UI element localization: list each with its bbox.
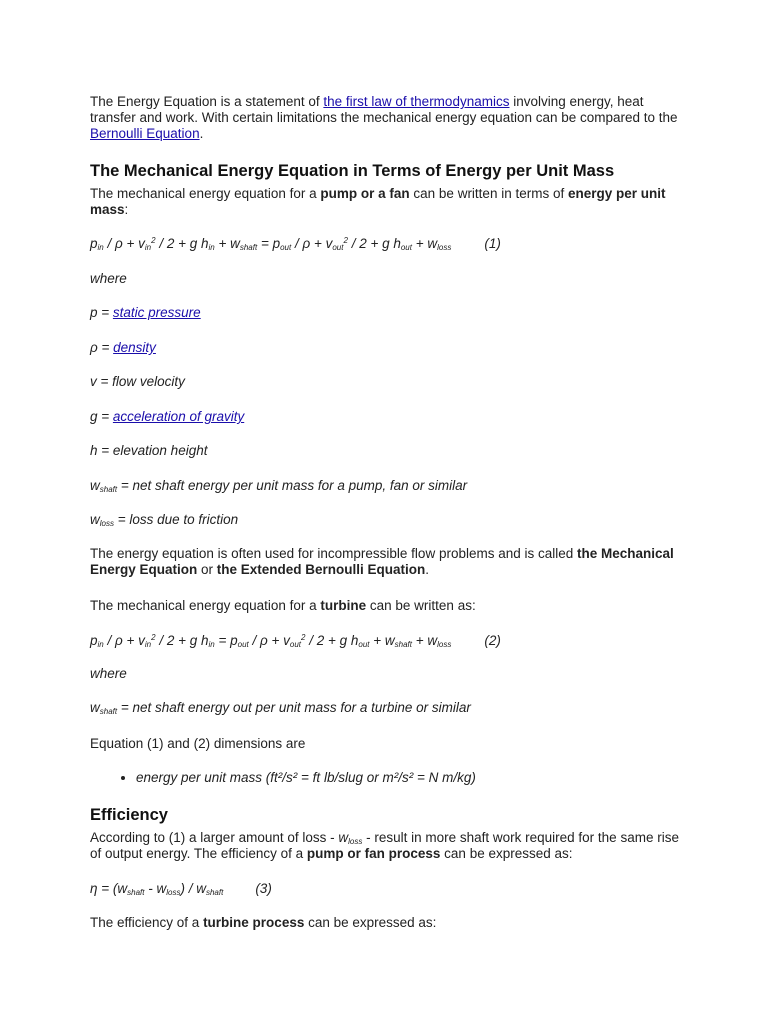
eq-term: + w bbox=[369, 633, 395, 648]
eq-term: / ρ + v bbox=[248, 633, 290, 648]
intro-text: The Energy Equation is a statement of bbox=[90, 94, 324, 109]
eq-sub: in bbox=[144, 640, 152, 649]
eq-sub: shaft bbox=[394, 640, 412, 649]
eq-term: + w bbox=[411, 236, 438, 251]
eq-sub: out bbox=[237, 640, 249, 649]
text: can be written as: bbox=[366, 598, 476, 613]
static-pressure-link[interactable]: static pressure bbox=[112, 305, 201, 320]
text: can be written in terms of bbox=[409, 186, 568, 201]
text: . bbox=[425, 562, 430, 577]
mechanical-energy-intro bbox=[90, 186, 680, 218]
def-text: = net shaft energy out per unit mass for a turbine or similar bbox=[117, 700, 471, 715]
list-item: • energy per unit mass (ft²/s² = ft lb/slug or m²/s² = N m/kg) bbox=[136, 770, 696, 786]
eq-sub: loss bbox=[437, 640, 452, 649]
def-symbol: w bbox=[90, 478, 100, 493]
section-heading-efficiency: Efficiency bbox=[90, 806, 168, 824]
eq-sub: in bbox=[208, 640, 215, 649]
eq-sub: loss bbox=[166, 888, 181, 897]
eq-term: / ρ + v bbox=[103, 633, 145, 648]
eq-sub: out bbox=[280, 243, 292, 252]
eq-sub: out bbox=[332, 243, 344, 252]
section-heading-mechanical-energy: The Mechanical Energy Equation in Terms of Energy per Unit Mass bbox=[90, 162, 615, 180]
bernoulli-equation-link[interactable]: Bernoulli Equation bbox=[90, 126, 200, 141]
text: The mechanical energy equation for a bbox=[90, 598, 321, 613]
text: can be expressed as: bbox=[440, 846, 573, 861]
def-height: h = elevation height bbox=[90, 443, 208, 458]
bold-text: turbine bbox=[320, 598, 367, 613]
equation-number: (1) bbox=[484, 236, 501, 251]
equation-number: (3) bbox=[255, 881, 272, 896]
efficiency-paragraph bbox=[90, 830, 680, 862]
eq-sub: shaft bbox=[205, 888, 224, 897]
text: or bbox=[197, 562, 217, 577]
eq-sub: out bbox=[400, 243, 412, 252]
eq-sub: out bbox=[289, 640, 301, 649]
eq-term: / 2 + g h bbox=[155, 236, 209, 251]
bold-text: the Extended Bernoulli Equation bbox=[216, 562, 426, 577]
where-label-2: where bbox=[90, 666, 127, 681]
def-symbol: g = bbox=[90, 409, 113, 424]
eq-sub: out bbox=[358, 640, 370, 649]
bold-text: energy per unit mass bbox=[90, 186, 666, 217]
first-law-link[interactable]: the first law of thermodynamics bbox=[323, 94, 510, 109]
where-label: where bbox=[90, 271, 127, 286]
eq-sup: 2 bbox=[151, 633, 156, 642]
def-wshaft bbox=[90, 478, 680, 494]
eq-term: w bbox=[156, 881, 167, 896]
eq-sub: shaft bbox=[99, 485, 118, 494]
equation-1 bbox=[90, 236, 680, 252]
eq-sub: in bbox=[97, 640, 104, 649]
eq-term: + w bbox=[411, 633, 438, 648]
bold-text: the Mechanical Energy Equation bbox=[90, 546, 674, 577]
def-symbol: w bbox=[90, 512, 100, 527]
eq-sup: 2 bbox=[151, 236, 156, 245]
bold-text: pump or a fan bbox=[320, 186, 410, 201]
text: - result in more shaft work required for the same rise of output energy. The efficiency of a bbox=[90, 830, 679, 861]
def-text: = loss due to friction bbox=[113, 512, 239, 527]
eq-term: w bbox=[117, 881, 128, 896]
eq-sub: shaft bbox=[239, 243, 258, 252]
intro-text: involving energy, heat transfer and work. With certain limitations the mechanical energy equation can be compared to the bbox=[90, 94, 678, 125]
text: According to (1) a larger amount of loss - bbox=[90, 830, 339, 845]
eq-term: w bbox=[196, 881, 206, 896]
acceleration-of-gravity-link[interactable]: acceleration of gravity bbox=[112, 409, 245, 424]
def-symbol: w bbox=[90, 700, 100, 715]
eq-sub: in bbox=[144, 243, 152, 252]
equation-3 bbox=[90, 881, 680, 897]
intro-text: . bbox=[199, 126, 204, 141]
eq-sub: shaft bbox=[99, 707, 118, 716]
eq-term: p bbox=[90, 236, 98, 251]
eq-sub: in bbox=[97, 243, 104, 252]
incompressible-paragraph bbox=[90, 546, 680, 578]
eq-term: = p bbox=[214, 633, 238, 648]
density-link[interactable]: density bbox=[113, 340, 156, 355]
def-symbol: ρ = bbox=[90, 340, 114, 355]
eq-sub: loss bbox=[437, 243, 452, 252]
eq-sup: 2 bbox=[343, 236, 348, 245]
eq-term: p bbox=[90, 633, 98, 648]
text: The efficiency of a bbox=[90, 915, 204, 930]
bold-text: pump or fan process bbox=[306, 846, 441, 861]
eq-sup: 2 bbox=[301, 633, 306, 642]
equation-number: (2) bbox=[484, 633, 501, 648]
def-wloss bbox=[90, 512, 680, 528]
turbine-efficiency-intro bbox=[90, 915, 680, 931]
eq-term: ) / bbox=[180, 881, 197, 896]
equation-2 bbox=[90, 633, 680, 649]
def-wshaft-turbine bbox=[90, 700, 680, 716]
eq-term: / 2 + g h bbox=[305, 633, 359, 648]
intro-paragraph bbox=[90, 94, 680, 142]
eq-term: - bbox=[144, 881, 157, 896]
def-velocity: v = flow velocity bbox=[90, 374, 185, 389]
eq-term: / 2 + g h bbox=[155, 633, 209, 648]
eq-term: w bbox=[338, 830, 349, 845]
eq-term: / ρ + v bbox=[291, 236, 333, 251]
def-pressure bbox=[90, 305, 680, 321]
eq-term: = p bbox=[257, 236, 281, 251]
eq-term: / ρ + v bbox=[103, 236, 145, 251]
def-text: = net shaft energy per unit mass for a pump, fan or similar bbox=[117, 478, 468, 493]
text: The energy equation is often used for incompressible flow problems and is called bbox=[90, 546, 578, 561]
dimensions-list bbox=[90, 770, 696, 786]
eq-sub: shaft bbox=[127, 888, 145, 897]
text: : bbox=[124, 202, 129, 217]
text: The mechanical energy equation for a bbox=[90, 186, 321, 201]
def-density bbox=[90, 340, 680, 356]
eq-sub: in bbox=[208, 243, 215, 252]
eq-sub: loss bbox=[99, 519, 114, 528]
dimensions-intro: Equation (1) and (2) dimensions are bbox=[90, 736, 306, 751]
bold-text: turbine process bbox=[203, 915, 305, 930]
eq-term: + w bbox=[214, 236, 240, 251]
eq-term: η = ( bbox=[90, 881, 118, 896]
def-symbol: p = bbox=[90, 305, 113, 320]
turbine-intro bbox=[90, 598, 680, 614]
def-gravity bbox=[90, 409, 680, 425]
eq-sub: loss bbox=[348, 837, 363, 846]
text: can be expressed as: bbox=[304, 915, 437, 930]
eq-term: / 2 + g h bbox=[347, 236, 401, 251]
